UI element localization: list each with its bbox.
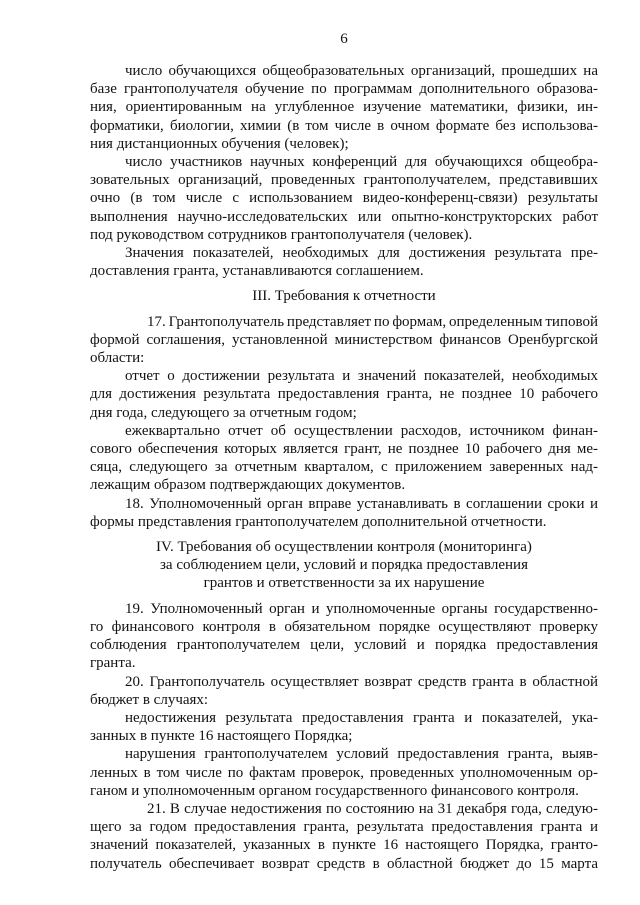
heading-line: за соблюдением цели, условий и порядка предоставления (160, 557, 528, 574)
text-line: щего за годом предоставления гранта, результата предоставления гранта и (90, 819, 598, 836)
section-heading-iii: III. Требования к отчетности (252, 288, 436, 305)
text-line: выполнения научно-исследовательских или опытно-конструкторских работ (90, 208, 598, 225)
text-line: получатель обеспечивает возврат средств в областной бюджет до 15 марта (90, 855, 598, 872)
text-line: доставления гранта, устанавливаются соглашением. (90, 263, 424, 280)
paragraph-expenses-report (90, 422, 598, 495)
text-line: Значения показателей, необходимых для достижения результата пре- (125, 245, 598, 262)
clause-21 (90, 800, 598, 873)
paragraph-results-report (90, 367, 598, 422)
text-line: ния дистанционных обучения (человек); (90, 135, 349, 152)
text-line: форматики, биологии, химии (в том числе в очном формате без использова- (90, 117, 598, 134)
text-line: недостижения результата предоставления гранта и показателей, ука- (125, 709, 598, 726)
text-line: лежащим образом подтверждающих документов. (90, 477, 406, 494)
paragraph-case-violation (90, 745, 598, 800)
text-line: сового обеспечения которых является грант, не позднее 10 рабочего дня ме- (90, 441, 598, 458)
heading-line: IV. Требования об осуществлении контроля (мониторинга) (156, 539, 532, 556)
text-line: гранта. (90, 655, 136, 672)
clause-17 (90, 313, 598, 368)
text-line: 18. Уполномоченный орган вправе устанавливать в соглашении сроки и (125, 495, 598, 512)
text-line: сяца, следующего за отчетным кварталом, с приложением заверенных над- (90, 459, 598, 476)
text-line: соблюдения грантополучателем цели, условий и порядка предоставления (90, 637, 598, 654)
text-line: го финансового контроля в обязательном порядке осуществляют проверку (90, 618, 598, 635)
text-line: дня года, следующего за отчетным годом; (90, 404, 357, 421)
text-line: для достижения результата предоставления гранта, не позднее 10 рабочего (90, 386, 598, 403)
text-line: ежеквартально отчет об осуществлении расходов, источником финан- (125, 422, 598, 439)
text-line: формой соглашения, установленной министерством финансов Оренбургской (90, 331, 598, 348)
text-line: зовательных организаций, проведенных грантополучателем, представивших (90, 172, 598, 189)
text-line: ганом и уполномоченным органом государственного финансового контроля. (90, 782, 579, 799)
text-line: занных в пункте 16 настоящего Порядка; (90, 728, 353, 745)
heading-line: грантов и ответственности за их нарушение (203, 575, 485, 592)
clause-18 (90, 495, 598, 531)
paragraph-case-not-achieved (90, 709, 598, 745)
paragraph-students-count (90, 62, 598, 153)
text-line: области: (90, 350, 145, 367)
page-number: 6 (340, 31, 348, 47)
section-heading-iv (90, 538, 598, 593)
clause-20 (90, 673, 598, 709)
text-line: очно (в том числе с использованием видео-конференц-связи) результаты (90, 190, 598, 207)
clause-19 (90, 600, 598, 673)
text-line: отчет о достижении результата и значений показателей, необходимых (125, 368, 598, 385)
text-line: число обучающихся общеобразовательных организаций, прошедших на (125, 63, 598, 79)
text-line: 19. Уполномоченный орган и уполномоченные органы государственно- (125, 600, 598, 617)
text-line: бюджет в случаях: (90, 691, 209, 708)
document-body (90, 62, 598, 873)
text-line: под руководством сотрудников грантополучателя (человек). (90, 226, 473, 243)
text-line: нарушения грантополучателем условий предоставления гранта, выяв- (125, 746, 598, 763)
text-line: значений показателей, указанных в пункте 16 настоящего Порядка, гранто- (90, 837, 598, 854)
text-line: ния, ориентированным на углубленное изучение математики, физики, ин- (90, 99, 598, 116)
paragraph-conference-participants (90, 153, 598, 244)
paragraph-indicator-values (90, 244, 598, 280)
text-line: ленных в том числе по фактам проверок, проведенных уполномоченным ор- (90, 764, 598, 781)
text-line: число участников научных конференций для обучающихся общеобра- (125, 154, 598, 171)
text-line: формы представления грантополучателем дополнительной отчетности. (90, 513, 547, 530)
text-line: базе грантополучателя обучение по программам дополнительного образова- (90, 81, 598, 98)
text-line: 17. Грантополучатель представляет по формам, определенным типовой (147, 313, 598, 330)
text-line: 20. Грантополучатель осуществляет возврат средств гранта в областной (125, 673, 598, 690)
text-line: 21. В случае недостижения по состоянию на 31 декабря года, следую- (147, 800, 598, 817)
